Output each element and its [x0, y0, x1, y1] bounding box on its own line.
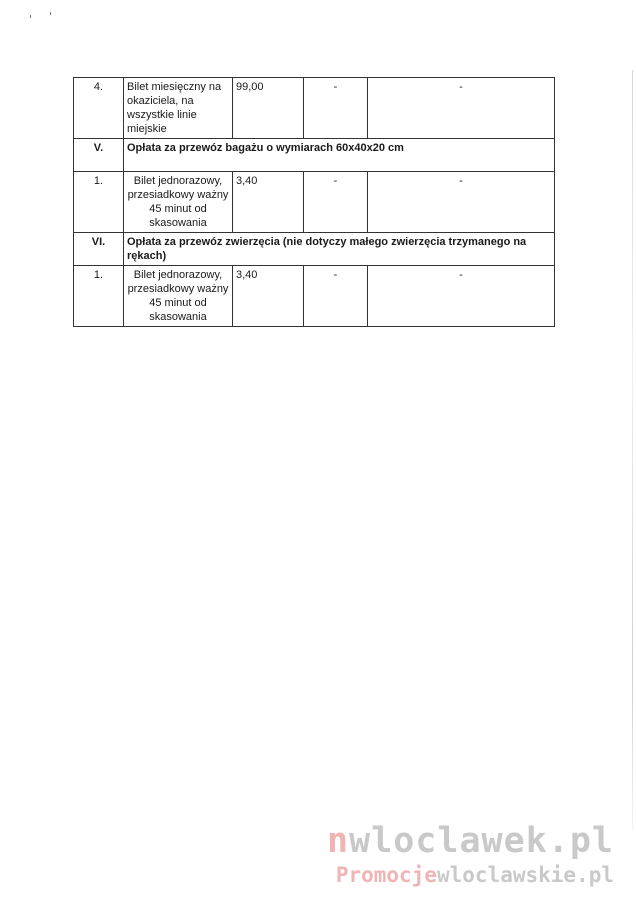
ticket-name: Bilet miesięczny na okaziciela, na wszystkie linie miejskie	[124, 78, 233, 139]
watermark-text: wloclawek.pl	[349, 821, 614, 861]
section-title: Opłata za przewóz zwierzęcia (nie dotyczy małego zwierzęcia trzymanego na rękach)	[124, 233, 555, 266]
cell-dash: -	[304, 78, 368, 139]
table-row	[74, 172, 555, 233]
section-row	[74, 233, 555, 266]
section-number: VI.	[74, 233, 124, 266]
ticket-name: Bilet jednorazowy, przesiadkowy ważny 45 minut od skasowania	[124, 266, 233, 327]
ticket-price: 3,40	[233, 172, 304, 233]
section-row	[74, 139, 555, 172]
cell-dash: -	[304, 266, 368, 327]
cell-dash: -	[368, 172, 555, 233]
cell-dash: -	[304, 172, 368, 233]
watermark-line-2	[327, 862, 614, 888]
section-title: Opłata za przewóz bagażu o wymiarach 60x40x20 cm	[124, 139, 555, 172]
table-row	[74, 78, 555, 139]
section-number: V.	[74, 139, 124, 172]
table-row	[74, 266, 555, 327]
ticket-price: 3,40	[233, 266, 304, 327]
cell-dash: -	[368, 266, 555, 327]
row-number: 1.	[74, 172, 124, 233]
site-watermark	[327, 820, 614, 888]
watermark-text: wloclawskie.pl	[436, 863, 614, 887]
watermark-accent: n	[327, 821, 350, 861]
scan-mark	[30, 15, 31, 18]
watermark-accent: Promocje	[335, 863, 437, 887]
watermark-line-1	[327, 820, 614, 862]
scan-mark	[50, 12, 51, 15]
ticket-name: Bilet jednorazowy, przesiadkowy ważny 45 minut od skasowania	[124, 172, 233, 233]
scan-edge-line	[632, 70, 633, 830]
row-number: 1.	[74, 266, 124, 327]
row-number: 4.	[74, 78, 124, 139]
cell-dash: -	[368, 78, 555, 139]
ticket-price: 99,00	[233, 78, 304, 139]
fare-table	[73, 77, 555, 327]
